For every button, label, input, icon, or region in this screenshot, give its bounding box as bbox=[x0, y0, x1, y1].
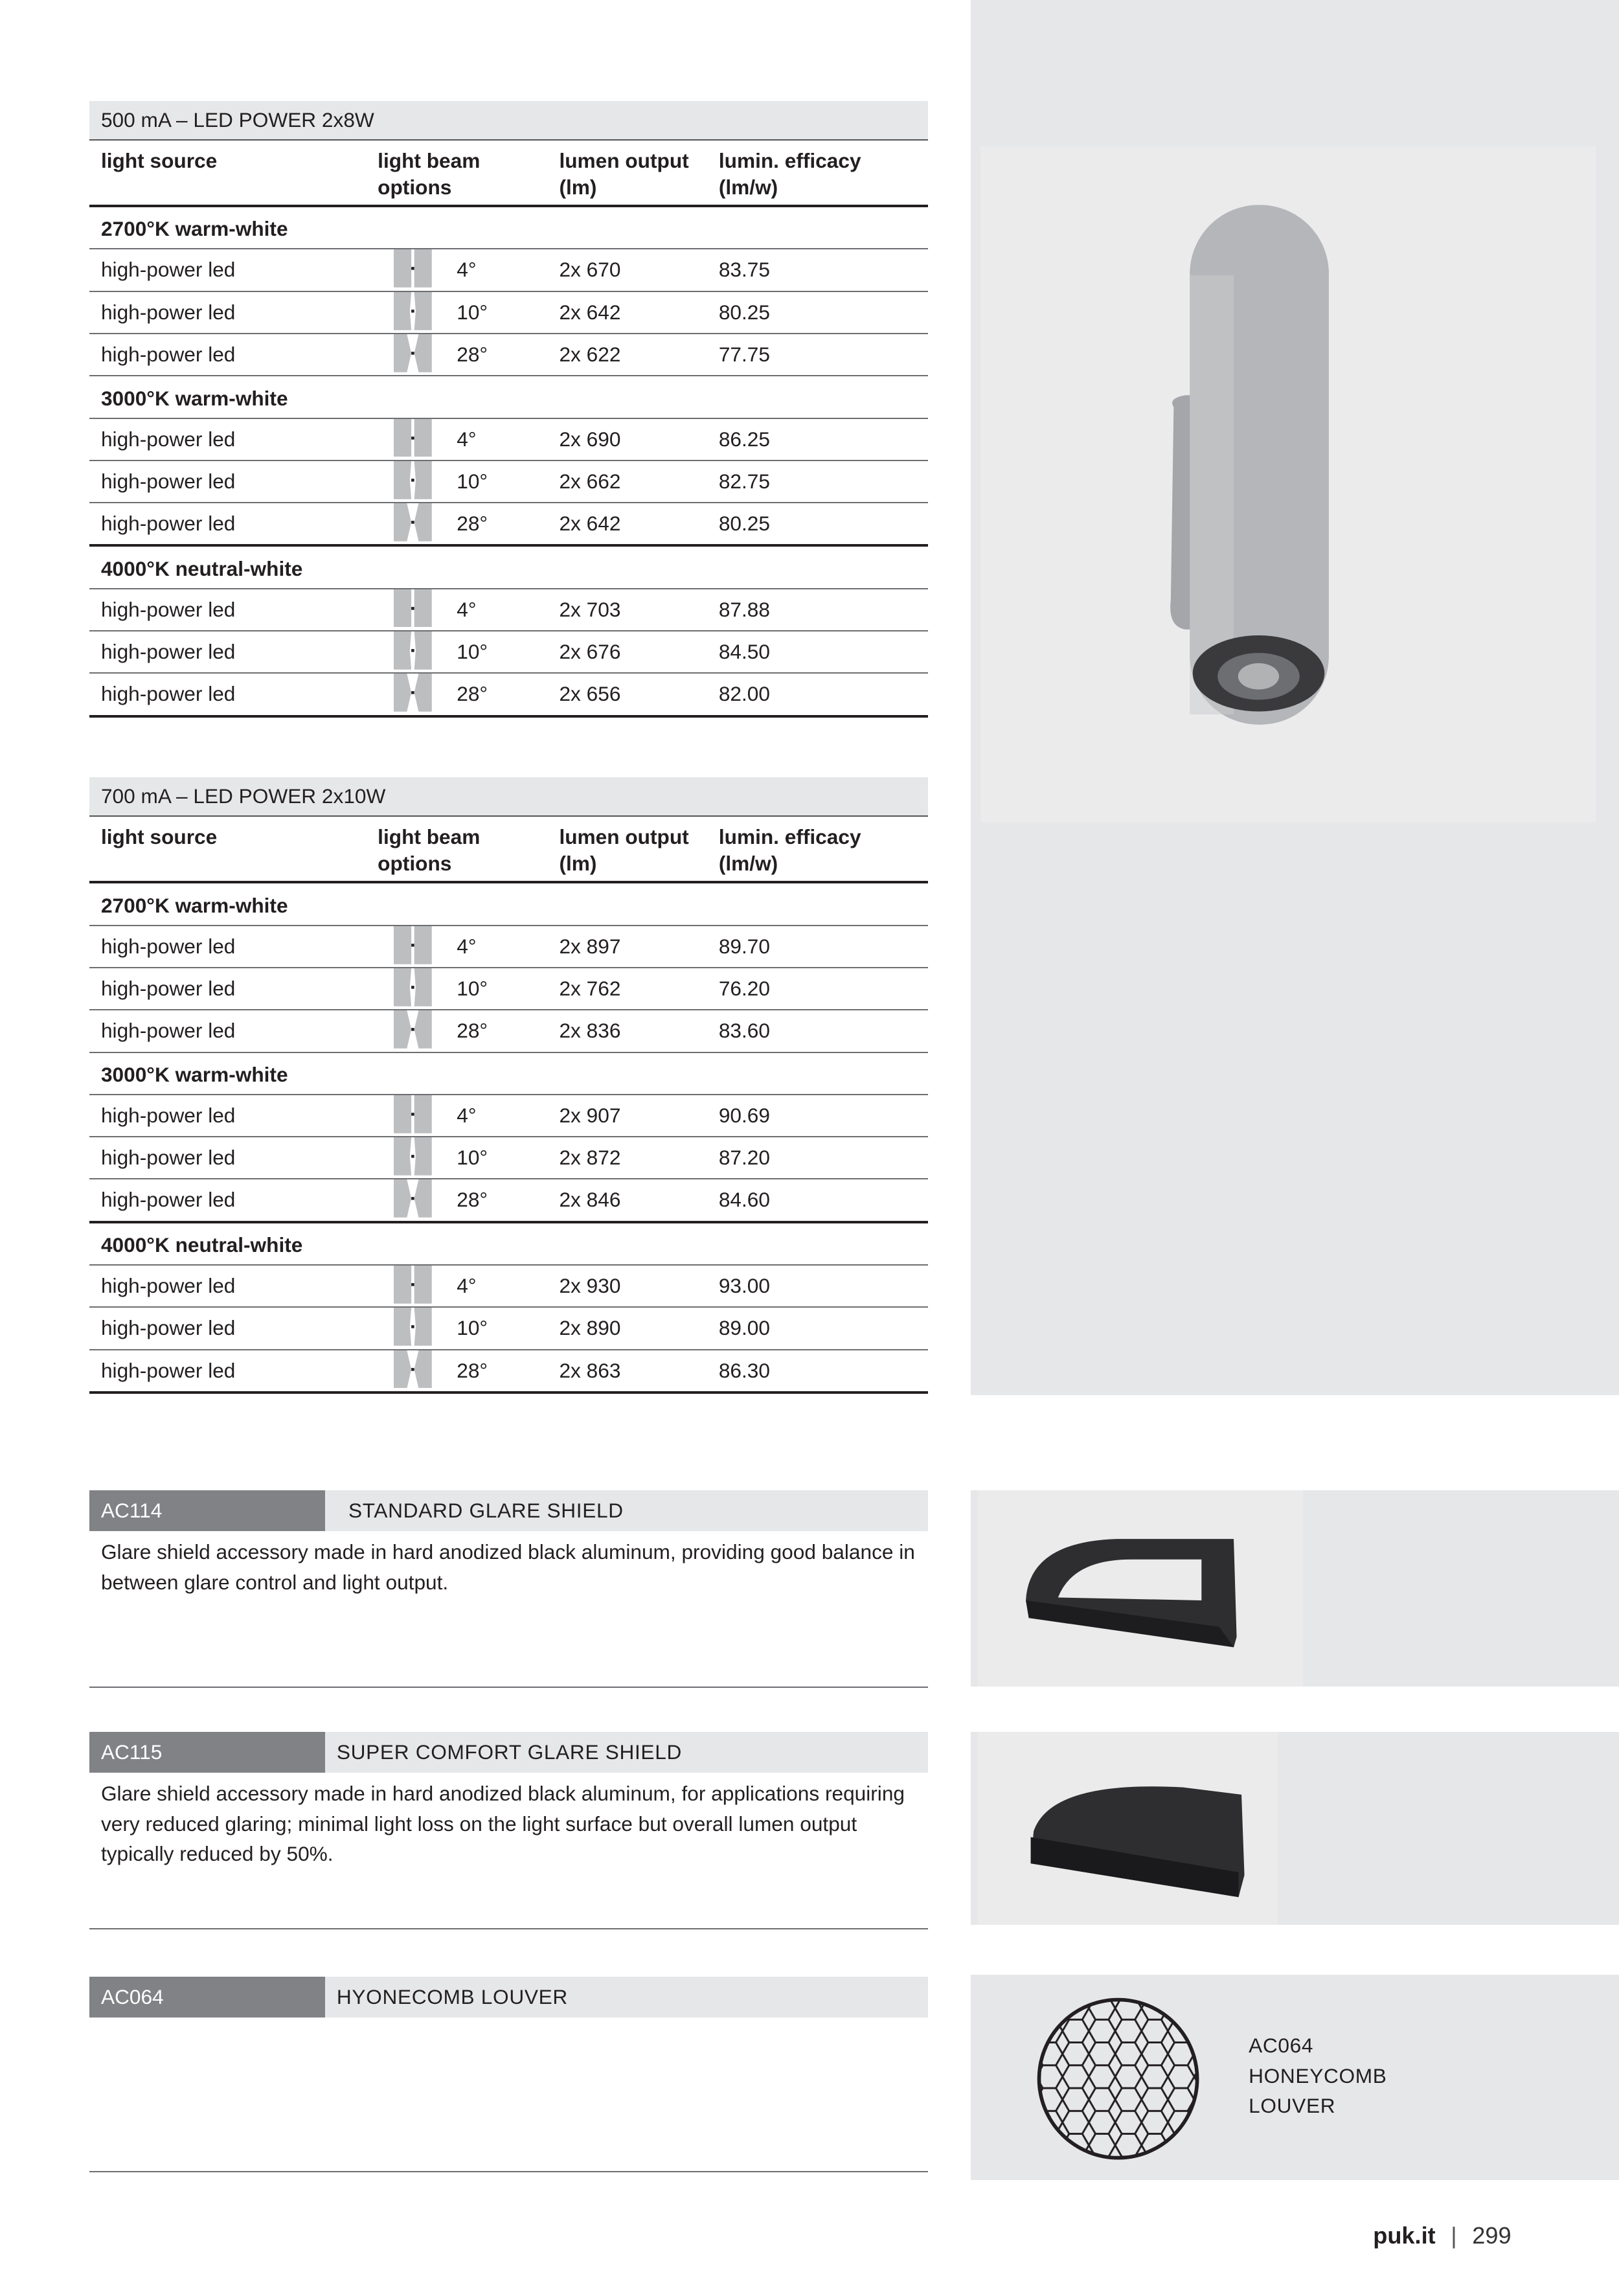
table-row bbox=[89, 1179, 928, 1223]
lumen-output: 2x 642 bbox=[559, 512, 621, 536]
beam-angle-icon bbox=[394, 926, 432, 964]
table-header bbox=[89, 817, 928, 883]
color-temperature: 4000°K neutral-white bbox=[100, 556, 303, 580]
light-source: high-power led bbox=[100, 977, 236, 1001]
accessory-description: Glare shield accessory made in hard anodized black aluminum, for applications requiring very reduced glaring; minimal light loss on the light surface but overall lumen output typically reduced by 50%. bbox=[100, 1782, 905, 1866]
lumen-output: 2x 670 bbox=[559, 258, 621, 282]
beam-angle-icon bbox=[394, 419, 432, 457]
light-source: high-power led bbox=[100, 639, 236, 663]
efficacy: 87.20 bbox=[718, 1146, 770, 1170]
beam-angle-icon bbox=[394, 292, 432, 330]
accessory-title: SUPER COMFORT GLARE SHIELD bbox=[336, 1740, 682, 1764]
table-caption: 700 mA – LED POWER 2x10W bbox=[89, 777, 928, 817]
accessory-title: STANDARD GLARE SHIELD bbox=[348, 1499, 624, 1523]
lumen-output: 2x 703 bbox=[559, 597, 621, 621]
beam-angle: 10° bbox=[457, 300, 488, 324]
lumen-output: 2x 676 bbox=[559, 639, 621, 663]
light-source: high-power led bbox=[100, 469, 236, 493]
beam-angle: 28° bbox=[457, 1019, 488, 1043]
ac115-image-panel bbox=[971, 1732, 1619, 1925]
light-source: high-power led bbox=[100, 1188, 236, 1212]
table-row bbox=[89, 589, 928, 631]
beam-angle: 28° bbox=[457, 512, 488, 536]
beam-angle: 28° bbox=[457, 1358, 488, 1382]
beam-angle: 10° bbox=[457, 1316, 488, 1340]
color-temperature: 4000°K neutral-white bbox=[100, 1233, 303, 1256]
col-light-source: light source bbox=[100, 149, 218, 173]
color-temperature: 3000°K warm-white bbox=[100, 1062, 288, 1086]
table-row bbox=[89, 1266, 928, 1308]
light-source: high-power led bbox=[100, 1019, 236, 1043]
honeycomb-louver-icon bbox=[1036, 1997, 1200, 2161]
beam-angle-icon bbox=[394, 1266, 432, 1304]
group-row bbox=[89, 376, 928, 418]
light-source: high-power led bbox=[100, 300, 236, 324]
table-row bbox=[89, 1095, 928, 1137]
table-caption: 500 mA – LED POWER 2x8W bbox=[89, 101, 928, 141]
table-row bbox=[89, 419, 928, 461]
light-source: high-power led bbox=[100, 258, 236, 282]
beam-angle-icon bbox=[394, 461, 432, 499]
lumen-output: 2x 907 bbox=[559, 1103, 621, 1127]
accessory-code: AC115 bbox=[89, 1732, 325, 1773]
efficacy: 93.00 bbox=[718, 1274, 770, 1298]
beam-angle-icon bbox=[394, 631, 432, 670]
divider bbox=[89, 1928, 928, 1929]
lumen-output: 2x 872 bbox=[559, 1146, 621, 1170]
table-row bbox=[89, 1010, 928, 1052]
efficacy: 82.00 bbox=[718, 682, 770, 706]
footer: puk.it | 299 bbox=[1373, 2222, 1511, 2249]
efficacy: 84.50 bbox=[718, 639, 770, 663]
accessory-code: AC114 bbox=[89, 1490, 325, 1531]
footer-site: puk.it bbox=[1373, 2222, 1436, 2249]
super-comfort-glare-shield-image bbox=[1022, 1773, 1256, 1904]
efficacy: 76.20 bbox=[718, 977, 770, 1001]
efficacy: 84.60 bbox=[718, 1188, 770, 1212]
lumen-output: 2x 762 bbox=[559, 977, 621, 1001]
efficacy: 89.00 bbox=[718, 1316, 770, 1340]
color-temperature: 2700°K warm-white bbox=[100, 893, 288, 917]
beam-angle: 10° bbox=[457, 977, 488, 1001]
louver-label-type: LOUVER bbox=[1249, 2093, 1336, 2117]
efficacy: 86.30 bbox=[718, 1358, 770, 1382]
table-row bbox=[89, 334, 928, 376]
table-header bbox=[89, 141, 928, 207]
light-source: high-power led bbox=[100, 512, 236, 536]
divider bbox=[89, 1687, 928, 1688]
color-temperature: 2700°K warm-white bbox=[100, 217, 288, 241]
efficacy: 82.75 bbox=[718, 469, 770, 493]
louver-label-code: AC064 bbox=[1249, 2034, 1314, 2058]
lumen-output: 2x 897 bbox=[559, 934, 621, 958]
light-source: high-power led bbox=[100, 1146, 236, 1170]
col-light-beam: light beam options bbox=[378, 825, 481, 876]
table-row bbox=[89, 1137, 928, 1179]
beam-angle-icon bbox=[394, 1010, 432, 1049]
beam-angle-icon bbox=[394, 589, 432, 628]
table-row bbox=[89, 249, 928, 291]
beam-angle: 10° bbox=[457, 639, 488, 663]
efficacy: 80.25 bbox=[718, 512, 770, 536]
efficacy: 80.25 bbox=[718, 300, 770, 324]
light-source: high-power led bbox=[100, 343, 236, 367]
page-number: 299 bbox=[1472, 2222, 1511, 2249]
table-row bbox=[89, 674, 928, 717]
product-image-panel bbox=[971, 0, 1619, 1395]
beam-angle-icon bbox=[394, 1350, 432, 1389]
lumen-output: 2x 656 bbox=[559, 682, 621, 706]
group-row bbox=[89, 1223, 928, 1266]
louver-label-name: HONEYCOMB bbox=[1249, 2063, 1387, 2087]
beam-angle: 4° bbox=[457, 597, 477, 621]
lumen-output: 2x 930 bbox=[559, 1274, 621, 1298]
beam-angle-icon bbox=[394, 968, 432, 1006]
beam-angle: 4° bbox=[457, 258, 477, 282]
beam-angle: 28° bbox=[457, 1188, 488, 1212]
group-row bbox=[89, 547, 928, 589]
col-lumen: lumen output (lm) bbox=[559, 825, 689, 876]
beam-angle: 28° bbox=[457, 343, 488, 367]
group-row bbox=[89, 1053, 928, 1095]
table-row bbox=[89, 1308, 928, 1350]
standard-glare-shield-image bbox=[1014, 1527, 1249, 1659]
beam-angle: 4° bbox=[457, 1103, 477, 1127]
accessory-code: AC064 bbox=[89, 1977, 325, 2018]
wall-lamp-image bbox=[980, 146, 1595, 823]
beam-angle-icon bbox=[394, 249, 432, 288]
light-source: high-power led bbox=[100, 1358, 236, 1382]
lumen-output: 2x 622 bbox=[559, 343, 621, 367]
group-row bbox=[89, 207, 928, 249]
efficacy: 77.75 bbox=[718, 343, 770, 367]
beam-angle-icon bbox=[394, 1095, 432, 1133]
specs-table-700ma bbox=[89, 777, 928, 1394]
beam-angle: 10° bbox=[457, 1146, 488, 1170]
efficacy: 86.25 bbox=[718, 427, 770, 451]
light-source: high-power led bbox=[100, 427, 236, 451]
lumen-output: 2x 662 bbox=[559, 469, 621, 493]
beam-angle: 10° bbox=[457, 469, 488, 493]
lumen-output: 2x 890 bbox=[559, 1316, 621, 1340]
ac114-image-panel bbox=[971, 1490, 1619, 1687]
beam-angle: 4° bbox=[457, 934, 477, 958]
beam-angle: 4° bbox=[457, 427, 477, 451]
col-efficacy: lumin. efficacy (lm/w) bbox=[718, 149, 861, 199]
beam-angle-icon bbox=[394, 674, 432, 712]
beam-angle-icon bbox=[394, 503, 432, 541]
beam-angle-icon bbox=[394, 1137, 432, 1176]
divider bbox=[89, 2171, 928, 2172]
col-light-source: light source bbox=[100, 825, 218, 849]
col-efficacy: lumin. efficacy (lm/w) bbox=[718, 825, 861, 876]
lumen-output: 2x 642 bbox=[559, 300, 621, 324]
light-source: high-power led bbox=[100, 682, 236, 706]
light-source: high-power led bbox=[100, 1316, 236, 1340]
group-row bbox=[89, 883, 928, 926]
lumen-output: 2x 863 bbox=[559, 1358, 621, 1382]
beam-angle-icon bbox=[394, 334, 432, 372]
efficacy: 90.69 bbox=[718, 1103, 770, 1127]
light-source: high-power led bbox=[100, 1274, 236, 1298]
col-light-beam: light beam options bbox=[378, 149, 481, 199]
table-row bbox=[89, 631, 928, 674]
lumen-output: 2x 690 bbox=[559, 427, 621, 451]
efficacy: 83.60 bbox=[718, 1019, 770, 1043]
table-row bbox=[89, 926, 928, 968]
light-source: high-power led bbox=[100, 934, 236, 958]
table-row bbox=[89, 1350, 928, 1394]
beam-angle-icon bbox=[394, 1308, 432, 1346]
accessory-description: Glare shield accessory made in hard anodized black aluminum, providing good balance in between glare control and light output. bbox=[100, 1540, 915, 1594]
table-row bbox=[89, 968, 928, 1010]
efficacy: 89.70 bbox=[718, 934, 770, 958]
efficacy: 87.88 bbox=[718, 597, 770, 621]
lumen-output: 2x 836 bbox=[559, 1019, 621, 1043]
beam-angle: 28° bbox=[457, 682, 488, 706]
color-temperature: 3000°K warm-white bbox=[100, 386, 288, 410]
col-lumen: lumen output (lm) bbox=[559, 149, 689, 199]
accessory-header bbox=[89, 1490, 928, 1531]
lumen-output: 2x 846 bbox=[559, 1188, 621, 1212]
ac064-image-panel bbox=[971, 1975, 1619, 2179]
light-source: high-power led bbox=[100, 1103, 236, 1127]
beam-angle: 4° bbox=[457, 1274, 477, 1298]
beam-angle-icon bbox=[394, 1179, 432, 1218]
light-source: high-power led bbox=[100, 597, 236, 621]
table-row bbox=[89, 461, 928, 503]
accessory-header bbox=[89, 1732, 928, 1773]
accessory-header bbox=[89, 1977, 928, 2018]
table-row bbox=[89, 503, 928, 547]
specs-table-500ma bbox=[89, 101, 928, 718]
efficacy: 83.75 bbox=[718, 258, 770, 282]
accessory-title: HYONECOMB LOUVER bbox=[336, 1984, 568, 2008]
table-row bbox=[89, 292, 928, 334]
